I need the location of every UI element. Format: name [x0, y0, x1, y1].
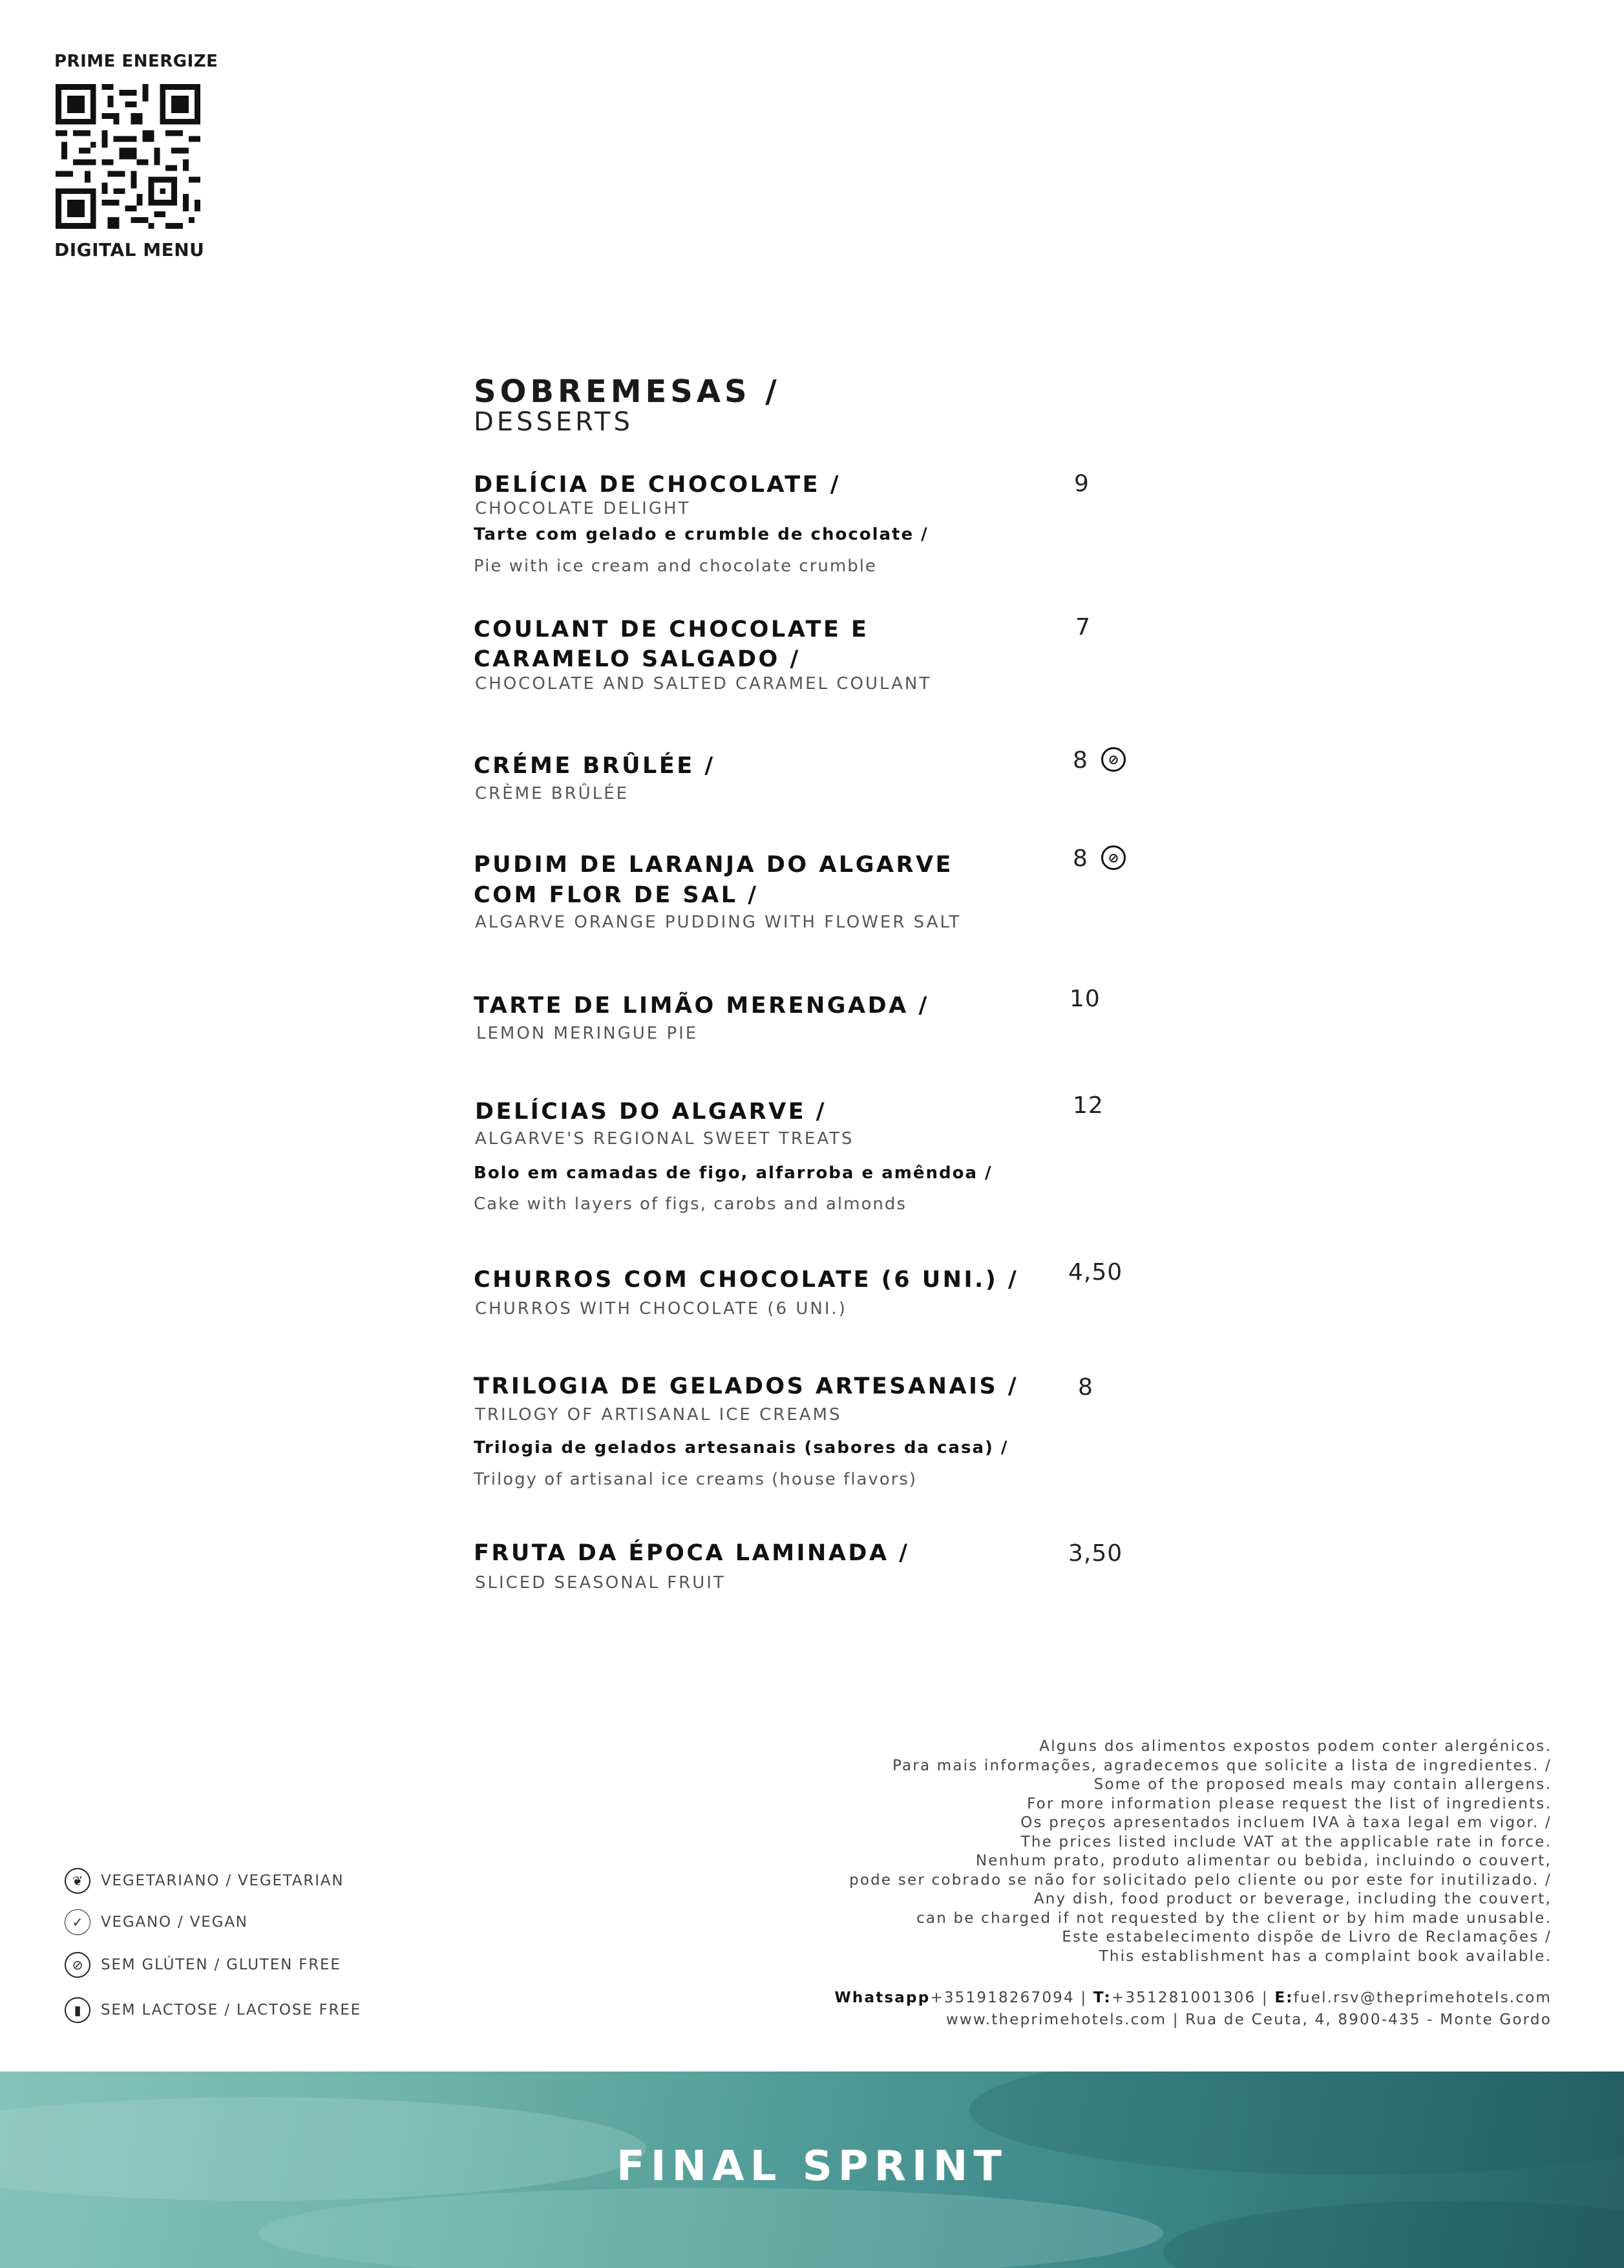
item-description-pt: Bolo em camadas de figo, alfarroba e amêndoa /	[474, 1163, 993, 1183]
phone-number[interactable]: +351281001306	[1111, 1989, 1256, 2006]
item-name-en: SLICED SEASONAL FRUIT	[475, 1573, 726, 1593]
qr-bottom-label: DIGITAL MENU	[54, 239, 205, 260]
lactose-free-icon: ▮	[65, 1997, 90, 2023]
legend-label: SEM LACTOSE / LACTOSE FREE	[101, 2002, 362, 2019]
note-line: Some of the proposed meals may contain allergens.	[1093, 1776, 1552, 1793]
contact-line	[712, 1987, 1552, 2009]
item-price: 9	[1074, 471, 1090, 497]
whatsapp-number[interactable]: +351918267094	[930, 1989, 1075, 2006]
item-name: CARAMELO SALGADO /	[474, 646, 801, 672]
item-name: COULANT DE CHOCOLATE E	[474, 617, 869, 642]
legend-item-lactose-free	[65, 1997, 361, 2023]
legend-label: VEGANO / VEGAN	[101, 1914, 248, 1931]
item-price: 8	[1073, 845, 1088, 872]
item-price: 7	[1075, 614, 1091, 641]
note-line: The prices listed include VAT at the applicable rate in force.	[1020, 1833, 1552, 1850]
legend-item-vegan	[65, 1909, 248, 1935]
legend-item-vegetarian	[65, 1868, 344, 1894]
item-price: 10	[1070, 986, 1101, 1012]
item-name: FRUTA DA ÉPOCA LAMINADA /	[474, 1540, 910, 1566]
item-name: DELÍCIAS DO ALGARVE /	[475, 1099, 827, 1125]
separator: |	[1256, 1989, 1275, 2006]
note-line: Any dish, food product or beverage, including the couvert,	[1033, 1891, 1552, 1907]
item-name-en: TRILOGY OF ARTISANAL ICE CREAMS	[475, 1405, 842, 1425]
note-line: Nenhum prato, produto alimentar ou bebida, incluindo o couvert,	[975, 1852, 1552, 1869]
gluten-free-icon: ⊘	[65, 1952, 90, 1978]
phone-label: T:	[1093, 1989, 1112, 2006]
section-title: SOBREMESAS /	[474, 374, 781, 410]
item-name-en: CHURROS WITH CHOCOLATE (6 UNI.)	[475, 1299, 847, 1319]
note-line: pode ser cobrado se não for solicitado pelo cliente ou por este for inutilizado. /	[849, 1871, 1552, 1889]
note-line: Alguns dos alimentos expostos podem conter alergénicos.	[1039, 1738, 1552, 1755]
vegetarian-icon: ❦	[65, 1868, 90, 1894]
item-description-pt: Trilogia de gelados artesanais (sabores da casa) /	[474, 1438, 1009, 1457]
legend-item-gluten-free	[65, 1952, 341, 1978]
item-name-en: CRÈME BRÛLÉE	[475, 784, 629, 803]
footer-banner	[0, 2072, 1624, 2268]
note-line: This establishment has a complaint book available.	[1099, 1947, 1552, 1965]
legend-label: VEGETARIANO / VEGETARIAN	[101, 1872, 344, 1889]
gluten-free-icon: ⊘	[1101, 845, 1126, 870]
item-description-en: Pie with ice cream and chocolate crumble	[474, 556, 877, 576]
email-label: E:	[1274, 1989, 1294, 2006]
vegan-icon: ✓	[65, 1909, 90, 1935]
item-name-en: ALGARVE'S REGIONAL SWEET TREATS	[475, 1129, 854, 1149]
item-price: 3,50	[1068, 1540, 1123, 1567]
item-name: PUDIM DE LARANJA DO ALGARVE	[474, 852, 953, 878]
item-name: CRÉME BRÛLÉE /	[474, 753, 715, 779]
item-name: COM FLOR DE SAL /	[474, 882, 759, 908]
item-name-en: ALGARVE ORANGE PUDDING WITH FLOWER SALT	[475, 913, 962, 932]
item-description-pt: Tarte com gelado e crumble de chocolate /	[474, 525, 929, 544]
item-name-en: LEMON MERINGUE PIE	[476, 1024, 699, 1043]
note-line: For more information please request the list of ingredients.	[1027, 1795, 1552, 1812]
footer-title: FINAL SPRINT	[617, 2143, 1007, 2190]
email-link[interactable]: fuel.rsv@theprimehotels.com	[1293, 1989, 1552, 2006]
item-description-en: Cake with layers of figs, carobs and almonds	[474, 1194, 907, 1214]
website-address-line: www.theprimehotels.com | Rua de Ceuta, 4, 8900-435 - Monte Gordo	[945, 2011, 1552, 2028]
item-price: 8	[1073, 747, 1088, 774]
item-price: 12	[1073, 1092, 1104, 1119]
section-subtitle: DESSERTS	[474, 407, 633, 437]
whatsapp-label: Whatsapp	[834, 1989, 931, 2006]
note-line: Para mais informações, agradecemos que solicite a lista de ingredientes. /	[892, 1757, 1552, 1774]
item-name: DELÍCIA DE CHOCOLATE /	[474, 472, 841, 498]
item-name: CHURROS COM CHOCOLATE (6 UNI.) /	[474, 1267, 1019, 1293]
gluten-free-icon: ⊘	[1101, 747, 1126, 772]
separator: |	[1074, 1989, 1093, 2006]
qr-top-label: PRIME ENERGIZE	[54, 52, 218, 71]
item-price: 4,50	[1068, 1259, 1123, 1286]
legend-label: SEM GLÚTEN / GLUTEN FREE	[101, 1956, 341, 1973]
item-description-en: Trilogy of artisanal ice creams (house flavors)	[474, 1470, 918, 1489]
note-line: can be charged if not requested by the client or by him made unusable.	[916, 1909, 1552, 1927]
qr-code[interactable]	[56, 84, 200, 229]
item-name: TARTE DE LIMÃO MERENGADA /	[474, 993, 929, 1019]
item-name-en: CHOCOLATE AND SALTED CARAMEL COULANT	[475, 674, 932, 694]
item-name-en: CHOCOLATE DELIGHT	[475, 499, 691, 518]
note-line: Este estabelecimento dispõe de Livro de Reclamações /	[1062, 1929, 1552, 1945]
contact-info	[712, 1987, 1552, 2031]
item-price: 8	[1078, 1374, 1093, 1401]
item-name: TRILOGIA DE GELADOS ARTESANAIS /	[474, 1373, 1019, 1399]
allergen-notes	[712, 1737, 1552, 1966]
note-line: Os preços apresentados incluem IVA à taxa legal em vigor. /	[1020, 1814, 1552, 1831]
